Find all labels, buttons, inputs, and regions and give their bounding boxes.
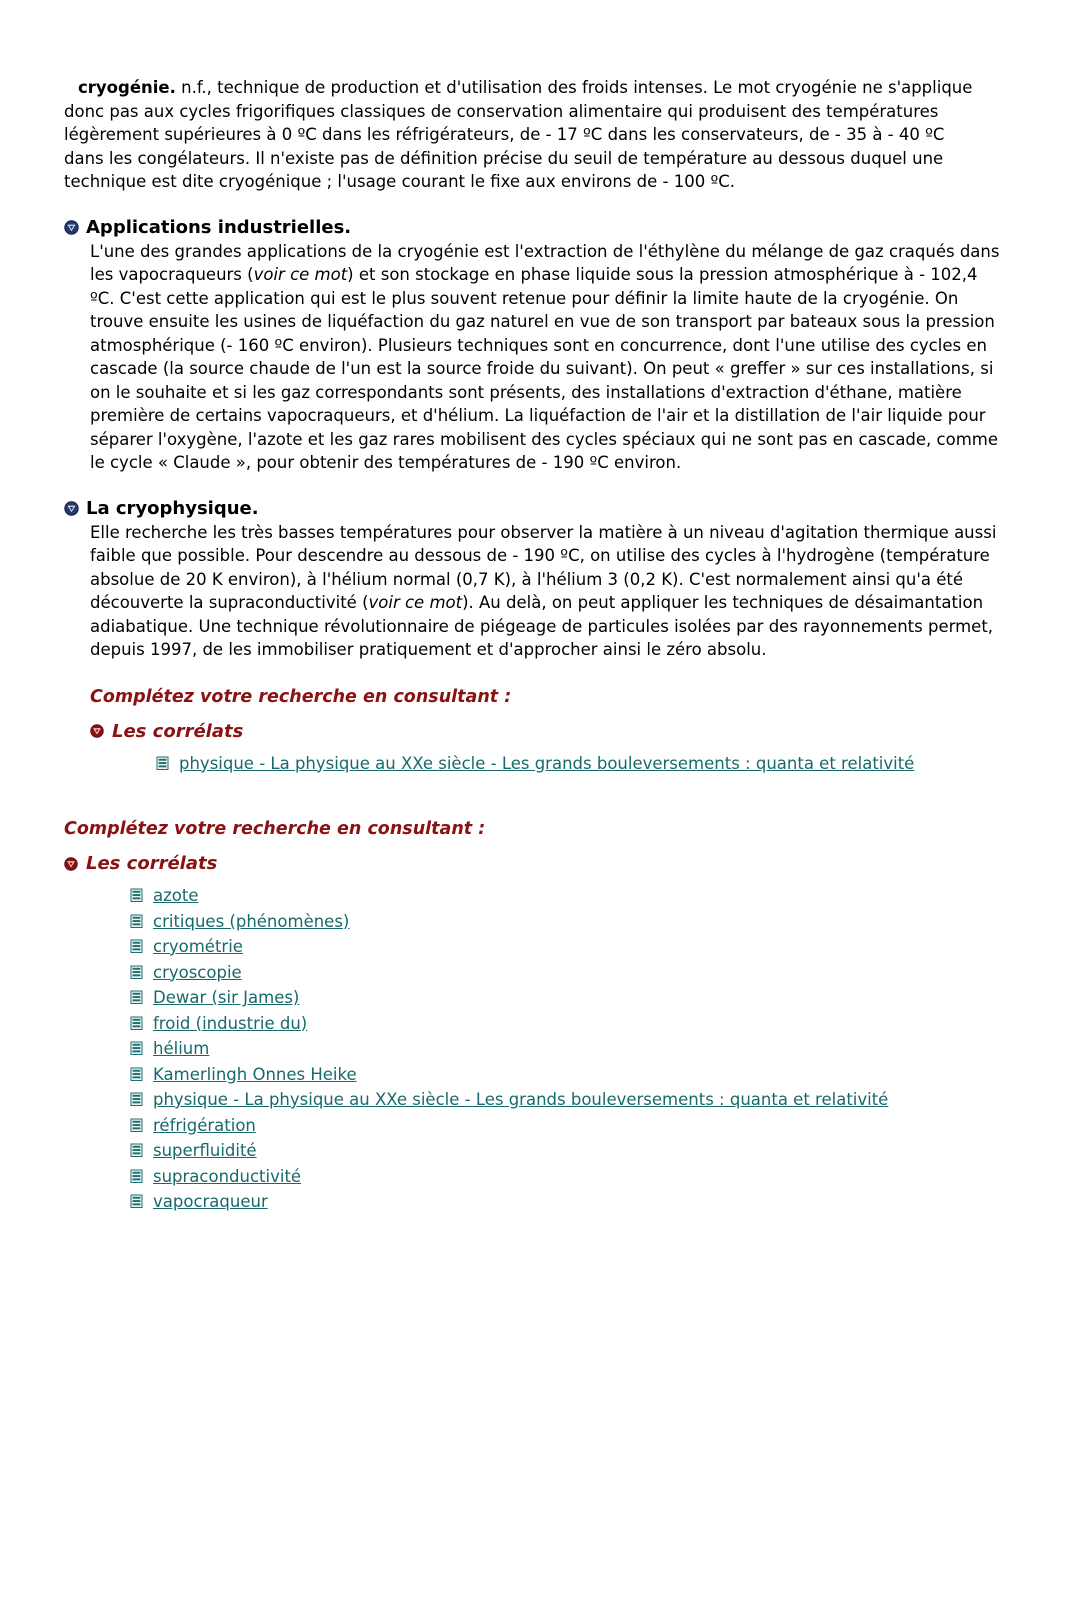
- article-doc-icon: [130, 937, 153, 961]
- correlat-list-item: [130, 1139, 980, 1165]
- correlat-list-item: [130, 1063, 980, 1089]
- correlats-row: [64, 853, 1017, 874]
- consult-block-1: [90, 687, 1017, 778]
- correlat-link[interactable]: hélium: [153, 1039, 210, 1058]
- correlat-list-item: [156, 752, 1006, 778]
- article-doc-icon: [130, 1167, 153, 1191]
- correlat-list-item: [130, 1012, 980, 1038]
- section-heading: [64, 217, 1017, 238]
- article-doc-icon: [130, 912, 153, 936]
- correlat-link[interactable]: cryométrie: [153, 937, 243, 956]
- article-doc-icon: [130, 1192, 153, 1216]
- correlats-label: Les corrélats: [86, 853, 218, 874]
- article-doc-icon: [130, 1065, 153, 1089]
- consult-heading: Complétez votre recherche en consultant :: [64, 819, 486, 839]
- correlats-link-list: [64, 884, 980, 1216]
- correlat-list-item: [130, 1190, 980, 1216]
- article-doc-icon: [130, 1141, 153, 1165]
- correlat-link[interactable]: physique - La physique au XXe siècle - Les grands bouleversements : quanta et relativité: [179, 753, 915, 773]
- article-doc-icon: [130, 1116, 153, 1140]
- correlats-link-list: [90, 752, 1006, 778]
- section-title: La cryophysique.: [86, 497, 259, 519]
- section-body: Elle recherche les très basses températures pour observer la matière à un niveau d'agitation thermique aussi faible que possible. Pour descendre au dessous de - 190 ºC, on utilise des cycles à l'hydrogène (température absolue de 20 K environ), à l'hélium normal (0,7 K), à l'hélium 3 (0,2 K). C'est normalement ainsi qu'a été découverte la supraconductivité (voir ce mot). Au delà, on peut appliquer les techniques de désaimantation adiabatique. Une technique révolutionnaire de piégeage de particules isolées par des rayonnements permet, depuis 1997, de les immobiliser pratiquement et d'approcher ainsi le zéro absolu.: [90, 522, 997, 659]
- section-bullet-icon: [64, 501, 79, 516]
- article-doc-icon: [130, 1014, 153, 1038]
- correlat-list-item: [130, 935, 980, 961]
- correlats-row: [90, 721, 1017, 742]
- correlat-list-item: [130, 1114, 980, 1140]
- correlat-link[interactable]: froid (industrie du): [153, 1013, 308, 1033]
- correlat-list-item: [130, 986, 980, 1012]
- article-doc-icon: [156, 754, 179, 778]
- correlat-list-item: [130, 884, 980, 910]
- correlat-list-item: [130, 1088, 980, 1114]
- correlat-list-item: [130, 961, 980, 987]
- correlat-link[interactable]: Kamerlingh Onnes Heike: [153, 1064, 357, 1084]
- section-title: Applications industrielles.: [86, 216, 352, 238]
- correlat-list-item: [130, 1165, 980, 1191]
- correlat-link[interactable]: cryoscopie: [153, 962, 242, 982]
- correlat-list-item: [130, 1037, 980, 1063]
- section-body: L'une des grandes applications de la cryogénie est l'extraction de l'éthylène du mélange de gaz craqués dans les vapocraqueurs (voir ce mot) et son stockage en phase liquide sous la pression atmosphérique à - 102,4 ºC. C'est cette application qui est le plus souvent retenue pour définir la limite haute de la cryogénie. On trouve ensuite les usines de liquéfaction du gaz naturel en vue de son transport par bateaux sous la pression atmosphérique (- 160 ºC environ). Plusieurs techniques sont en concurrence, dont l'une utilise des cycles en cascade (la source chaude de l'un est la source froide du suivant). On peut « greffer » sur ces installations, si on le souhaite et si les gaz correspondants sont présents, des installations d'extraction d'éthane, matière première de certains vapocraqueurs, et d'hélium. La liquéfaction de l'air et la distillation de l'air liquide pour séparer l'oxygène, l'azote et les gaz rares mobilisent des cycles spéciaux qui ne sont pas en cascade, comme le cycle « Claude », pour obtenir des températures de - 190 ºC environ.: [90, 241, 1000, 472]
- correlat-link[interactable]: supraconductivité: [153, 1166, 302, 1186]
- correlat-link[interactable]: physique - La physique au XXe siècle - Les grands bouleversements : quanta et relativité: [153, 1090, 889, 1109]
- correlats-bullet-icon: [64, 857, 78, 871]
- section-heading: [64, 498, 1017, 519]
- consult-heading: Complétez votre recherche en consultant :: [90, 686, 512, 707]
- correlats-label: Les corrélats: [112, 720, 244, 742]
- correlat-link[interactable]: superfluidité: [153, 1141, 257, 1160]
- correlat-link[interactable]: réfrigération: [153, 1115, 256, 1135]
- correlat-link[interactable]: azote: [153, 886, 199, 905]
- correlats-bullet-icon: [90, 724, 104, 738]
- section-la-cryophysique: [64, 498, 1017, 662]
- correlat-list-item: [130, 910, 980, 936]
- article-doc-icon: [130, 963, 153, 987]
- section-bullet-icon: [64, 220, 79, 235]
- definition-paragraph: cryogénie. n.f., technique de production et d'utilisation des froids intenses. Le mot cryogénie ne s'applique donc pas aux cycles frigorifiques classiques de conservation alimentaire qui produisent des températures légèrement supérieures à 0 ºC dans les réfrigérateurs, de - 17 ºC dans les conservateurs, de - 35 à - 40 ºC dans les congélateurs. Il n'existe pas de définition précise du seuil de température au dessous duquel une technique est dite cryogénique ; l'usage courant le fixe aux environs de - 100 ºC.: [64, 78, 973, 191]
- article-doc-icon: [130, 886, 153, 910]
- article-doc-icon: [130, 1039, 153, 1063]
- article-doc-icon: [130, 1090, 153, 1114]
- consult-block-2: [64, 819, 1017, 1216]
- correlat-link[interactable]: Dewar (sir James): [153, 988, 300, 1007]
- article-doc-icon: [130, 988, 153, 1012]
- section-applications-industrielles: [64, 217, 1017, 475]
- correlat-link[interactable]: critiques (phénomènes): [153, 911, 350, 931]
- correlat-link[interactable]: vapocraqueur: [153, 1192, 268, 1211]
